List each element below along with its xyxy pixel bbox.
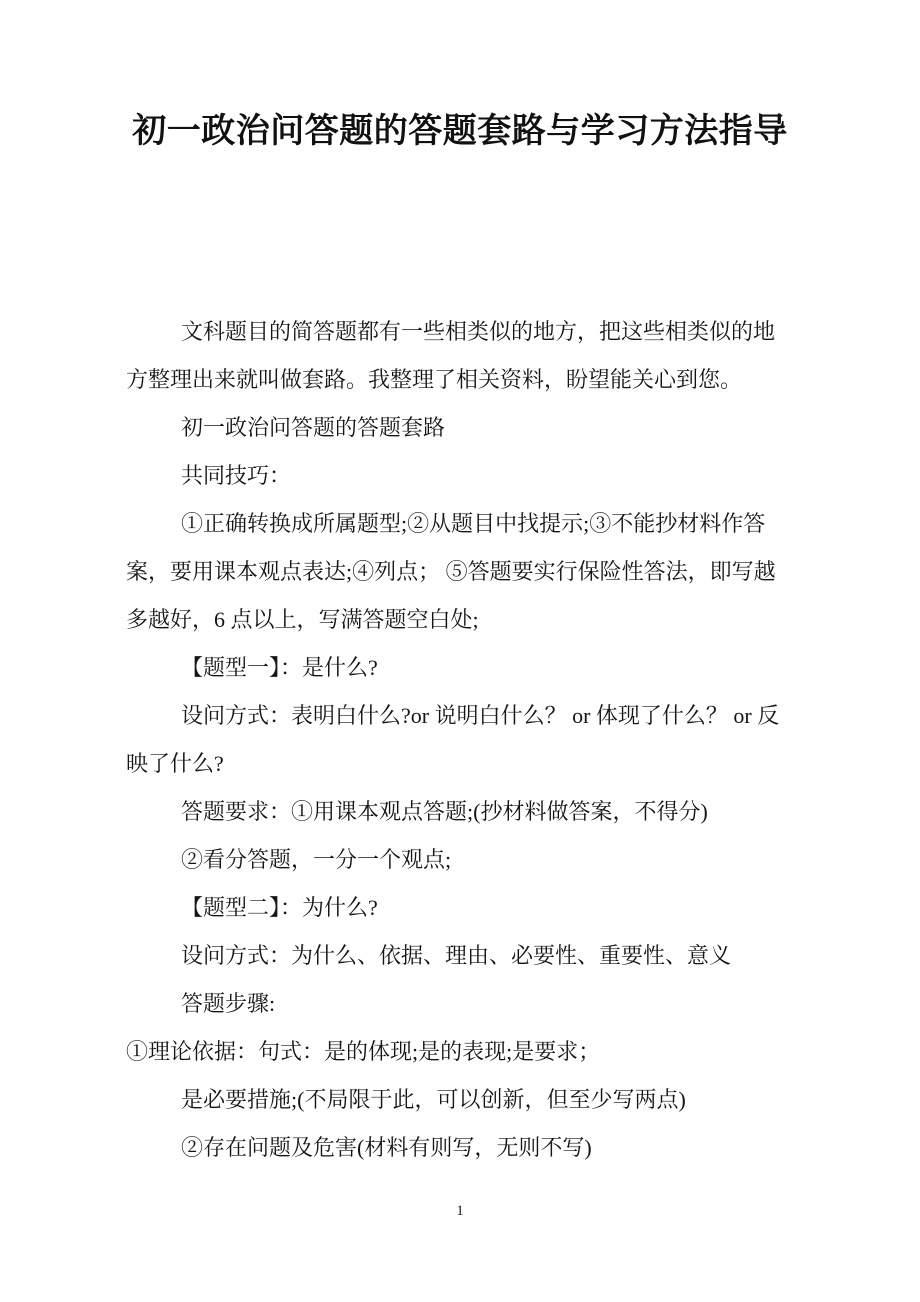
paragraph: ②存在问题及危害(材料有则写，无则不写) bbox=[181, 1135, 592, 1160]
page-footer bbox=[0, 1200, 920, 1222]
document-title: 初一政治问答题的答题套路与学习方法指导 bbox=[132, 113, 788, 150]
paragraph: ①正确转换成所属题型;②从题目中找提示;③不能抄材料作答案，要用课本观点表达;④列点； ⑤答题要实行保险性答法，即写越多越好，6 点以上，写满答题空白处; bbox=[126, 511, 776, 632]
paragraph: ②看分答题，一分一个观点; bbox=[181, 847, 452, 872]
paragraph: 共同技巧： bbox=[181, 463, 292, 488]
page-number: 1 bbox=[456, 1203, 464, 1219]
paragraph: 是必要措施;(不局限于此，可以创新，但至少写两点) bbox=[181, 1087, 686, 1112]
paragraph: 【题型一】：是什么? bbox=[181, 655, 378, 680]
paragraph: 【题型二】：为什么? bbox=[181, 895, 378, 920]
paragraph: 初一政治问答题的答题套路 bbox=[181, 415, 446, 440]
paragraph: 设问方式：表明白什么?or 说明白什么？ or 体现了什么？ or 反映了什么? bbox=[126, 703, 780, 776]
document-body bbox=[126, 308, 790, 1172]
paragraph: 文科题目的简答题都有一些相类似的地方，把这些相类似的地方整理出来就叫做套路。我整理了相关资料，盼望能关心到您。 bbox=[126, 319, 776, 392]
paragraph: ①理论依据：句式：是的体现;是的表现;是要求； bbox=[126, 1039, 601, 1064]
paragraph: 设问方式：为什么、依据、理由、必要性、重要性、意义 bbox=[181, 943, 732, 968]
paragraph: 答题要求：①用课本观点答题;(抄材料做答案，不得分) bbox=[181, 799, 708, 824]
paragraph: 答题步骤: bbox=[181, 991, 276, 1016]
